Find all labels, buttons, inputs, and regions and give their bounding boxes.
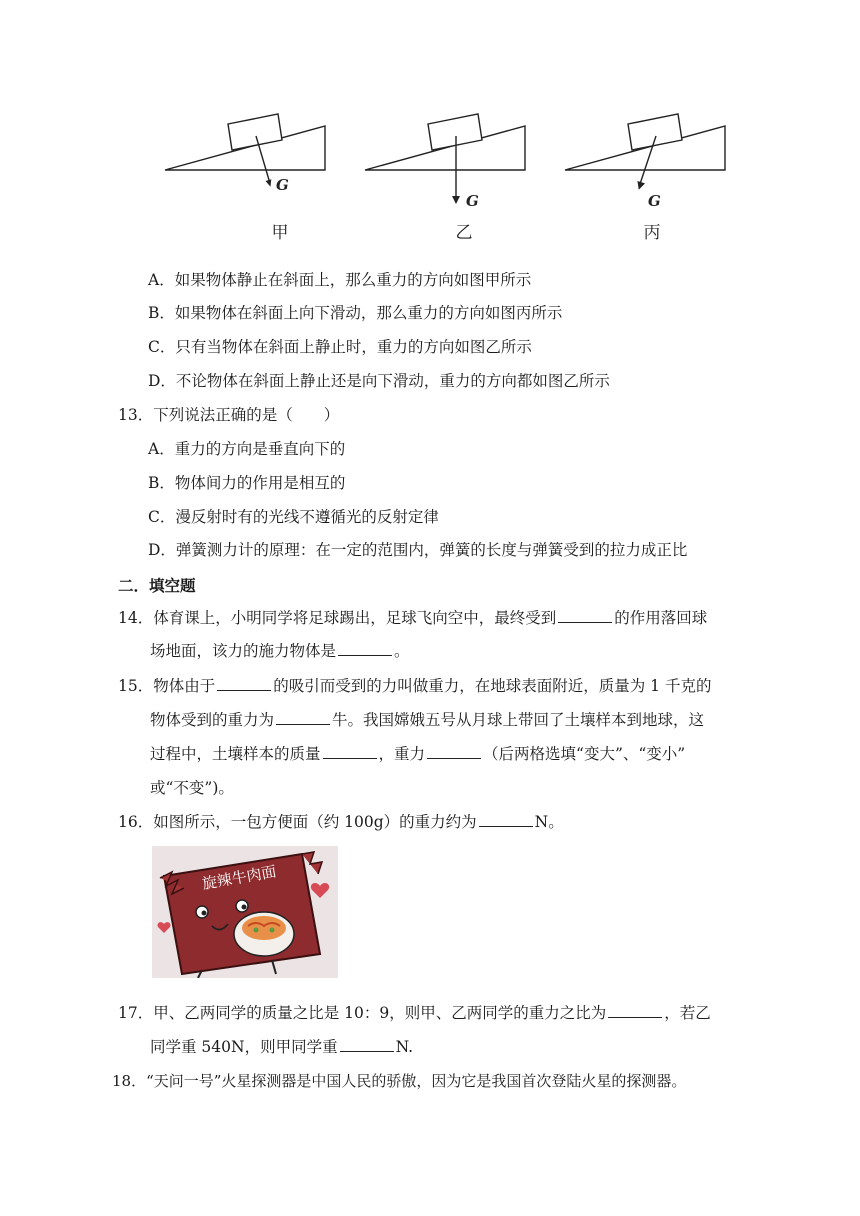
figure-yi (365, 114, 525, 204)
q12-option-d: D．不论物体在斜面上静止还是向下滑动，重力的方向都如图乙所示 (148, 372, 610, 390)
q16-text-a: 16．如图所示，一包方便面（约 100g）的重力约为 (118, 813, 477, 831)
q15-text-3c: （后两格选填“变大”、“变小” (483, 745, 686, 763)
q17-line-1 (118, 1003, 711, 1023)
block-jia (228, 114, 282, 150)
force-label-bing: G (648, 192, 661, 210)
answer-blank (608, 1003, 662, 1018)
q18-line-1: 18．“天问一号”火星探测器是中国人民的骄傲，因为它是我国首次登陆火星的探测器。 (112, 1072, 687, 1090)
q15-text-3a: 过程中，土壤样本的质量 (150, 745, 321, 763)
q14-text-1b: 的作用落回球 (614, 609, 708, 627)
q15-text-1b: 的吸引而受到的力叫做重力，在地球表面附近，质量为 1 千克的 (273, 677, 712, 695)
caption-bing: 丙 (643, 223, 661, 243)
q17-line-2 (150, 1037, 413, 1057)
figure-jia (165, 114, 325, 188)
q15-line-4: 或“不变”)。 (150, 779, 234, 797)
q15-text-2b: 牛。我国嫦娥五号从月球上带回了土壤样本到地球，这 (332, 711, 705, 729)
answer-blank (276, 710, 330, 725)
q15-text-3b: ，重力 (378, 745, 426, 763)
answer-blank (323, 744, 377, 759)
answer-blank (217, 676, 271, 691)
q13-option-d: D．弹簧测力计的原理：在一定的范围内，弹簧的长度与弹簧受到的拉力成正比 (148, 541, 688, 559)
force-label-jia: G (276, 176, 289, 194)
answer-blank (558, 608, 612, 623)
q15-line-1 (118, 676, 711, 696)
caption-yi: 乙 (455, 223, 473, 243)
instant-noodle-image (152, 846, 338, 978)
q16-text-b: N。 (534, 813, 564, 831)
block-yi (428, 114, 482, 150)
q14-line-1 (118, 608, 707, 628)
q12-option-c: C．只有当物体在斜面上静止时，重力的方向如图乙所示 (148, 338, 532, 356)
figure-bing (565, 114, 725, 191)
answer-blank (340, 1037, 394, 1052)
q12-option-b: B．如果物体在斜面上向下滑动，那么重力的方向如图丙所示 (148, 304, 563, 322)
q14-text-2b: 。 (394, 642, 410, 660)
incline-diagrams (160, 110, 740, 210)
q14-text-2a: 场地面，该力的施力物体是 (150, 642, 337, 660)
q17-text-2b: N. (395, 1038, 414, 1056)
answer-blank (427, 744, 481, 759)
q16-line (118, 812, 564, 832)
q14-text-1a: 14．体育课上，小明同学将足球踢出，足球飞向空中，最终受到 (118, 609, 557, 627)
section-fill-in-blank-heading: 二．填空题 (118, 577, 196, 595)
caption-jia: 甲 (271, 223, 289, 243)
q15-text-1a: 15．物体由于 (118, 677, 216, 695)
q17-text-1a: 17．甲、乙两同学的质量之比是 10：9，则甲、乙两同学的重力之比为 (118, 1004, 607, 1022)
noodle-package-drawing (152, 846, 338, 978)
q12-option-a: A．如果物体静止在斜面上，那么重力的方向如图甲所示 (148, 271, 532, 289)
q13-option-b: B．物体间力的作用是相互的 (148, 474, 346, 492)
package-label: 旋辣牛肉面 (200, 862, 278, 894)
q15-line-3 (150, 744, 685, 764)
q15-text-2a: 物体受到的重力为 (150, 711, 275, 729)
q14-line-2 (150, 641, 410, 661)
q17-text-1b: ，若乙 (664, 1004, 711, 1022)
q15-line-2 (150, 710, 704, 730)
answer-blank (338, 641, 392, 656)
answer-blank (479, 812, 533, 827)
block-bing (628, 114, 682, 150)
q13-option-a: A．重力的方向是垂直向下的 (148, 440, 346, 458)
q13-stem: 13．下列说法正确的是（ ） (118, 406, 340, 424)
force-label-yi: G (466, 192, 479, 210)
q17-text-2a: 同学重 540N，则甲同学重 (150, 1038, 338, 1056)
incline-figures (160, 110, 740, 245)
q13-option-c: C．漫反射时有的光线不遵循光的反射定律 (148, 508, 439, 526)
